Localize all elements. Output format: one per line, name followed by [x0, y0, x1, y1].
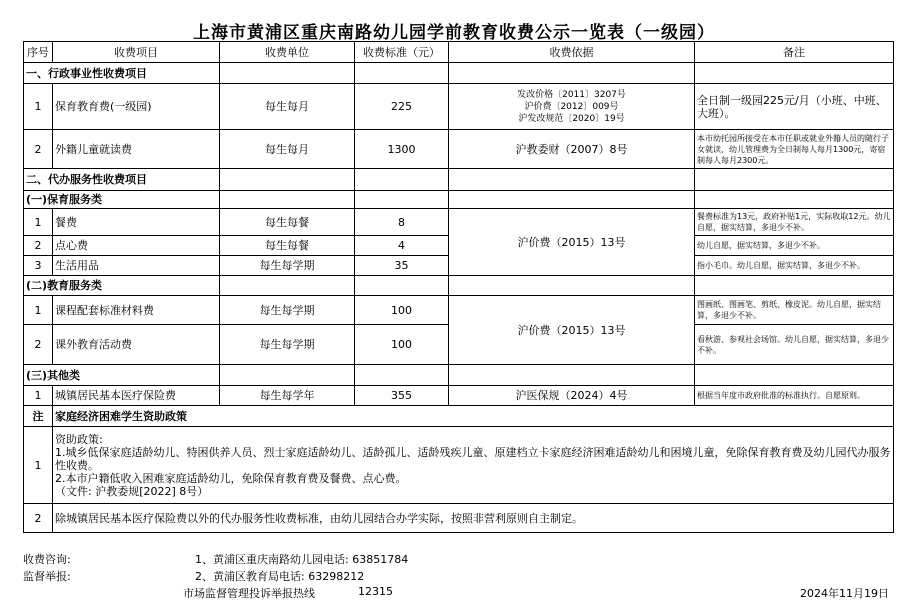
row-unit: 每生每学年 [220, 386, 355, 406]
row-item: 课程配套标准材料费 [53, 296, 220, 325]
row-unit: 每生每餐 [220, 236, 355, 256]
row-unit: 每生每餐 [220, 209, 355, 236]
table-row [24, 296, 894, 325]
row-unit: 每生每月 [220, 130, 355, 169]
row-seq: 1 [24, 386, 53, 406]
subsection-label: (三)其他类 [24, 365, 220, 386]
complaint-hotline-label: 市场监督管理投诉举报热线 [183, 587, 315, 600]
row-seq: 1 [24, 296, 53, 325]
row-seq: 2 [24, 325, 53, 365]
section-row [24, 169, 894, 191]
row-remark: 本市幼托园所接受在本市任职或就业外籍人员的随行子女就读，幼儿管理费为全日制每人每月1300元，寄宿制每人每月2300元。 [695, 130, 894, 169]
row-basis: 沪教委财（2007）8号 [449, 130, 695, 169]
row-item: 保育教育费(一级园) [53, 84, 220, 130]
consult-phone-kindergarten: 1、黄浦区重庆南路幼儿园电话: 63851784 [195, 553, 409, 566]
publish-date: 2024年11月19日 [800, 587, 889, 600]
row-standard: 355 [355, 386, 449, 406]
row-standard: 100 [355, 325, 449, 365]
note-seq: 1 [24, 427, 53, 504]
row-item: 外籍儿童就读费 [53, 130, 220, 169]
row-unit: 每生每月 [220, 84, 355, 130]
row-remark: 餐费标准为13元，政府补贴1元，实际收取12元。幼儿自愿，据实结算，多退少不补。 [695, 209, 894, 236]
row-seq: 2 [24, 236, 53, 256]
row-seq: 3 [24, 256, 53, 276]
note-text: 除城镇居民基本医疗保险费以外的代办服务性收费标准，由幼儿园结合办学实际，按照非营利原则自主制定。 [53, 504, 894, 533]
note-seq: 2 [24, 504, 53, 533]
row-remark: 根据当年度市政府批准的标准执行。自愿原则。 [695, 386, 894, 406]
note-header-row [24, 406, 894, 427]
note-title: 家庭经济困难学生资助政策 [53, 406, 894, 427]
row-unit: 每生每学期 [220, 256, 355, 276]
row-unit: 每生每学期 [220, 296, 355, 325]
subsection-label: (二)教育服务类 [24, 276, 220, 296]
note-row [24, 504, 894, 533]
note-policy: 资助政策: 1.城乡低保家庭适龄幼儿、特困供养人员、烈士家庭适龄幼儿、适龄孤儿、适龄残疾儿童、原建档立卡家庭经济困难适龄幼儿和困境儿童，免除保育教育费及幼儿园代办服务性收费。 2.本市户籍低收入困难家庭适龄幼儿，免除保育教育费及餐费、点心费。 （文件: 沪教委规[2022] 8号） [53, 427, 894, 504]
supervise-label: 监督举报: [23, 570, 71, 583]
row-basis: 发改价格〔2011〕3207号 沪价费〔2012〕009号 沪发改规范〔2020〕19号 [449, 84, 695, 130]
row-remark: 指小毛巾。幼儿自愿，据实结算，多退少不补。 [695, 256, 894, 276]
row-item: 课外教育活动费 [53, 325, 220, 365]
row-standard: 100 [355, 296, 449, 325]
table-row [24, 84, 894, 130]
row-unit: 每生每学期 [220, 325, 355, 365]
row-item: 城镇居民基本医疗保险费 [53, 386, 220, 406]
row-seq: 1 [24, 84, 53, 130]
complaint-hotline-number: 12315 [358, 585, 393, 598]
header-row [24, 42, 894, 63]
row-item: 点心费 [53, 236, 220, 256]
table-row [24, 209, 894, 236]
row-standard: 8 [355, 209, 449, 236]
note-row [24, 427, 894, 504]
header-unit: 收费单位 [220, 42, 355, 63]
row-remark: 全日制一级园225元/月（小班、中班、 大班）。 [695, 84, 894, 130]
subsection-row [24, 365, 894, 386]
consult-label: 收费咨询: [23, 553, 71, 566]
header-standard: 收费标准（元） [355, 42, 449, 63]
section-row [24, 63, 894, 84]
row-standard: 225 [355, 84, 449, 130]
row-standard: 35 [355, 256, 449, 276]
row-remark: 幼儿自愿，据实结算，多退少不补。 [695, 236, 894, 256]
row-basis: 沪价费（2015）13号 [449, 296, 695, 365]
page-title: 上海市黄浦区重庆南路幼儿园学前教育收费公示一览表（一级园） [193, 23, 715, 43]
note-label: 注 [24, 406, 53, 427]
row-seq: 1 [24, 209, 53, 236]
table-row [24, 130, 894, 169]
header-seq: 序号 [24, 42, 53, 63]
subsection-row [24, 276, 894, 296]
row-seq: 2 [24, 130, 53, 169]
row-remark: 看秋游、参观社会场馆。幼儿自愿，据实结算，多退少不补。 [695, 325, 894, 365]
row-remark: 图画纸、图画笔、剪纸、橡皮泥。幼儿自愿，据实结算，多退少不补。 [695, 296, 894, 325]
section-label: 一、行政事业性收费项目 [24, 63, 220, 84]
section-label: 二、代办服务性收费项目 [24, 169, 220, 191]
fee-table [23, 41, 894, 533]
subsection-row [24, 191, 894, 209]
row-standard: 4 [355, 236, 449, 256]
subsection-label: (一)保育服务类 [24, 191, 220, 209]
row-standard: 1300 [355, 130, 449, 169]
row-basis: 沪价费（2015）13号 [449, 209, 695, 276]
table-row [24, 386, 894, 406]
header-remark: 备注 [695, 42, 894, 63]
row-item: 餐费 [53, 209, 220, 236]
header-item: 收费项目 [53, 42, 220, 63]
row-basis: 沪医保规（2024）4号 [449, 386, 695, 406]
row-item: 生活用品 [53, 256, 220, 276]
consult-phone-bureau: 2、黄浦区教育局电话: 63298212 [195, 570, 365, 583]
header-basis: 收费依据 [449, 42, 695, 63]
